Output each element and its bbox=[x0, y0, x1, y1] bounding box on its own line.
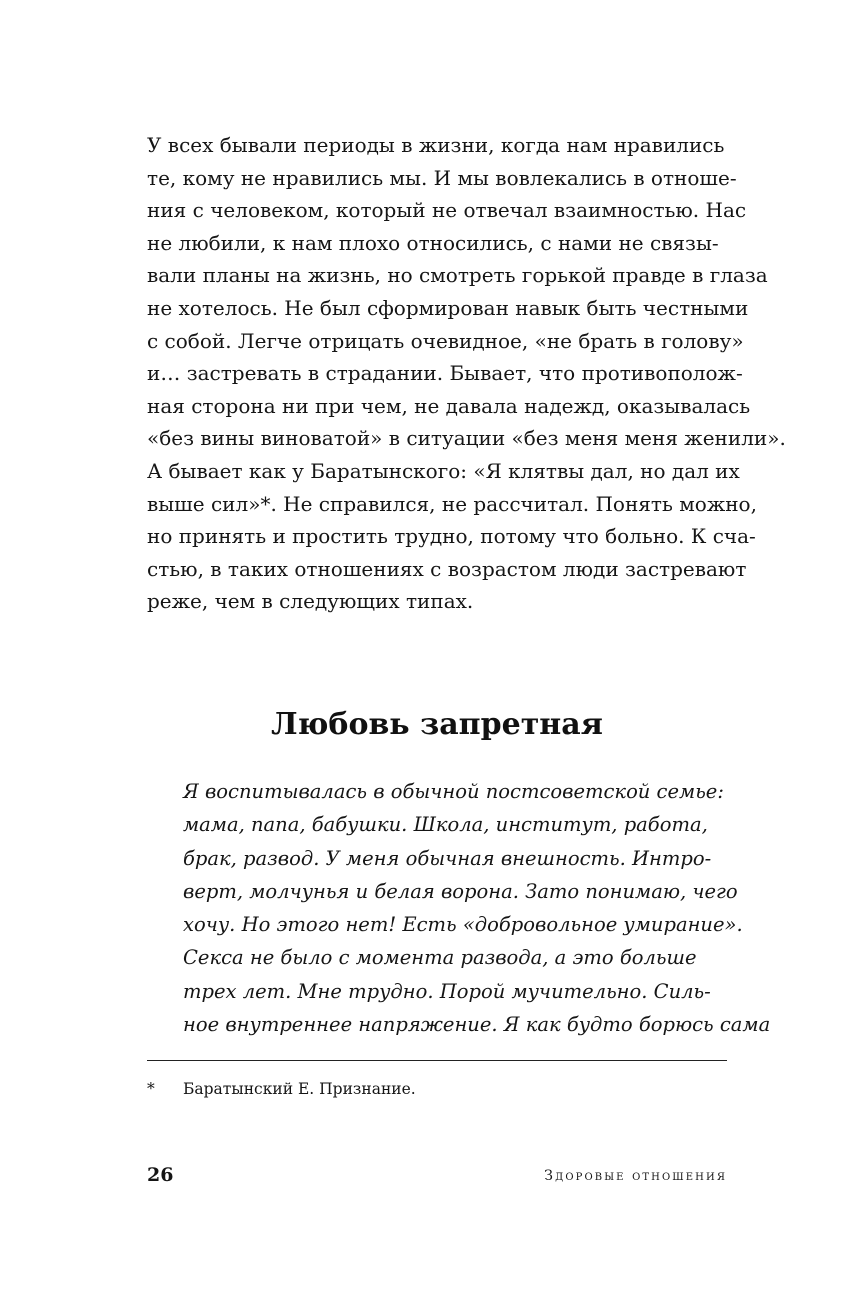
footnote-divider bbox=[147, 1060, 727, 1061]
paragraph-line: те, кому не нравились мы. И мы вовлекались в отноше- bbox=[147, 165, 737, 190]
paragraph-line: ния с человеком, который не отвечал взаимностью. Нас bbox=[147, 198, 747, 223]
reader-quote bbox=[183, 775, 771, 1041]
paragraph-line: и… застревать в страдании. Бывает, что противополож- bbox=[147, 361, 743, 386]
running-head: Здоровые отношения bbox=[544, 1168, 727, 1184]
paragraph-line: ная сторона ни при чем, не давала надежд, оказывалась bbox=[147, 393, 751, 418]
paragraph-line: У всех бывали периоды в жизни, когда нам нравились bbox=[147, 133, 725, 157]
footnote bbox=[147, 1077, 727, 1101]
section-heading: Любовь запретная bbox=[271, 707, 603, 742]
paragraph-line: реже, чем в следующих типах. bbox=[147, 589, 474, 614]
page-number: 26 bbox=[147, 1164, 174, 1186]
quote-line: брак, развод. У меня обычная внешность. Интро- bbox=[183, 846, 712, 870]
paragraph-line: вали планы на жизнь, но смотреть горькой правде в глаза bbox=[147, 263, 768, 288]
paragraph-line: «без вины виноватой» в ситуации «без меня меня женили». bbox=[147, 426, 786, 451]
paragraph-line: не любили, к нам плохо относились, с нами не связы- bbox=[147, 230, 719, 255]
paragraph-line: А бывает как у Баратынского: «Я клятвы дал, но дал их bbox=[147, 458, 740, 483]
quote-line: хочу. Но этого нет! Есть «добровольное умирание». bbox=[183, 913, 743, 937]
paragraph-line: с собой. Легче отрицать очевидное, «не брать в голову» bbox=[147, 328, 744, 353]
paragraph-line: выше сил»*. Не справился, не рассчитал. Понять можно, bbox=[147, 491, 757, 516]
body-paragraph bbox=[147, 129, 786, 618]
quote-line: трех лет. Мне трудно. Порой мучительно. Силь- bbox=[183, 979, 711, 1003]
quote-line: мама, папа, бабушки. Школа, институт, работа, bbox=[183, 813, 708, 837]
footnote-marker: * bbox=[147, 1080, 155, 1098]
quote-line: Я воспитывалась в обычной постсоветской семье: bbox=[183, 780, 724, 803]
quote-line: Секса не было с момента развода, а это больше bbox=[183, 946, 697, 970]
footnote-text: Баратынский Е. Признание. bbox=[183, 1080, 416, 1098]
quote-line: верт, молчунья и белая ворона. Зато понимаю, чего bbox=[183, 879, 738, 903]
paragraph-line: но принять и простить трудно, потому что больно. К сча- bbox=[147, 524, 756, 549]
paragraph-line: не хотелось. Не был сформирован навык быть честными bbox=[147, 295, 749, 320]
paragraph-line: стью, в таких отношениях с возрастом люди застревают bbox=[147, 556, 747, 581]
quote-line: ное внутреннее напряжение. Я как будто борюсь сама bbox=[183, 1013, 771, 1037]
